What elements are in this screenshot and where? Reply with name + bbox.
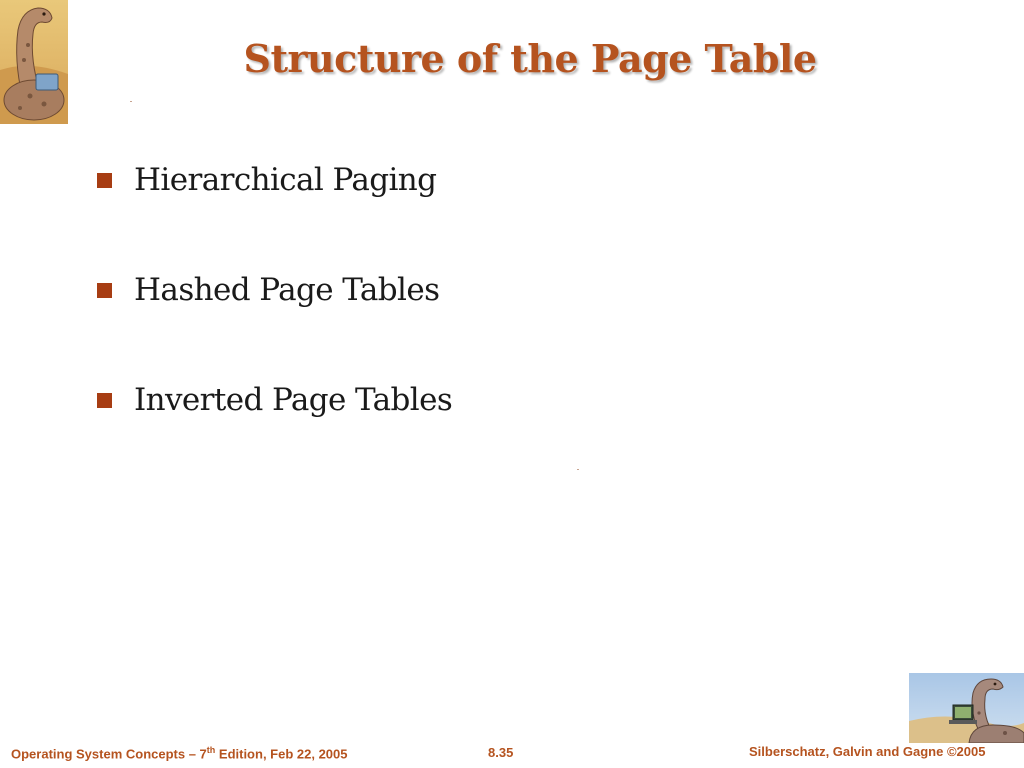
list-item xyxy=(97,380,452,490)
bullet-list xyxy=(97,160,452,490)
footer-course-suffix: Edition, Feb 22, 2005 xyxy=(215,746,348,762)
footer-authors: Silberschatz, Galvin and Gagne ©2005 xyxy=(749,744,986,759)
square-bullet-icon xyxy=(97,393,112,408)
page-number: 8.35 xyxy=(488,745,514,760)
square-bullet-icon xyxy=(97,283,112,298)
list-item xyxy=(97,270,452,380)
bullet-text: Hierarchical Paging xyxy=(134,162,437,198)
footer-course-sup: th xyxy=(206,745,216,755)
speck-mark xyxy=(577,469,579,470)
slide-title: Structure of the Page Table xyxy=(243,36,817,81)
bullet-text: Inverted Page Tables xyxy=(134,382,453,418)
list-item xyxy=(97,160,452,270)
footer-course-prefix: Operating System Concepts – 7 xyxy=(11,746,207,762)
dinosaur-laptop-logo-icon xyxy=(909,673,1024,743)
square-bullet-icon xyxy=(97,173,112,188)
footer-course-info xyxy=(11,745,348,761)
speck-mark xyxy=(130,101,132,102)
bullet-text: Hashed Page Tables xyxy=(134,272,440,308)
